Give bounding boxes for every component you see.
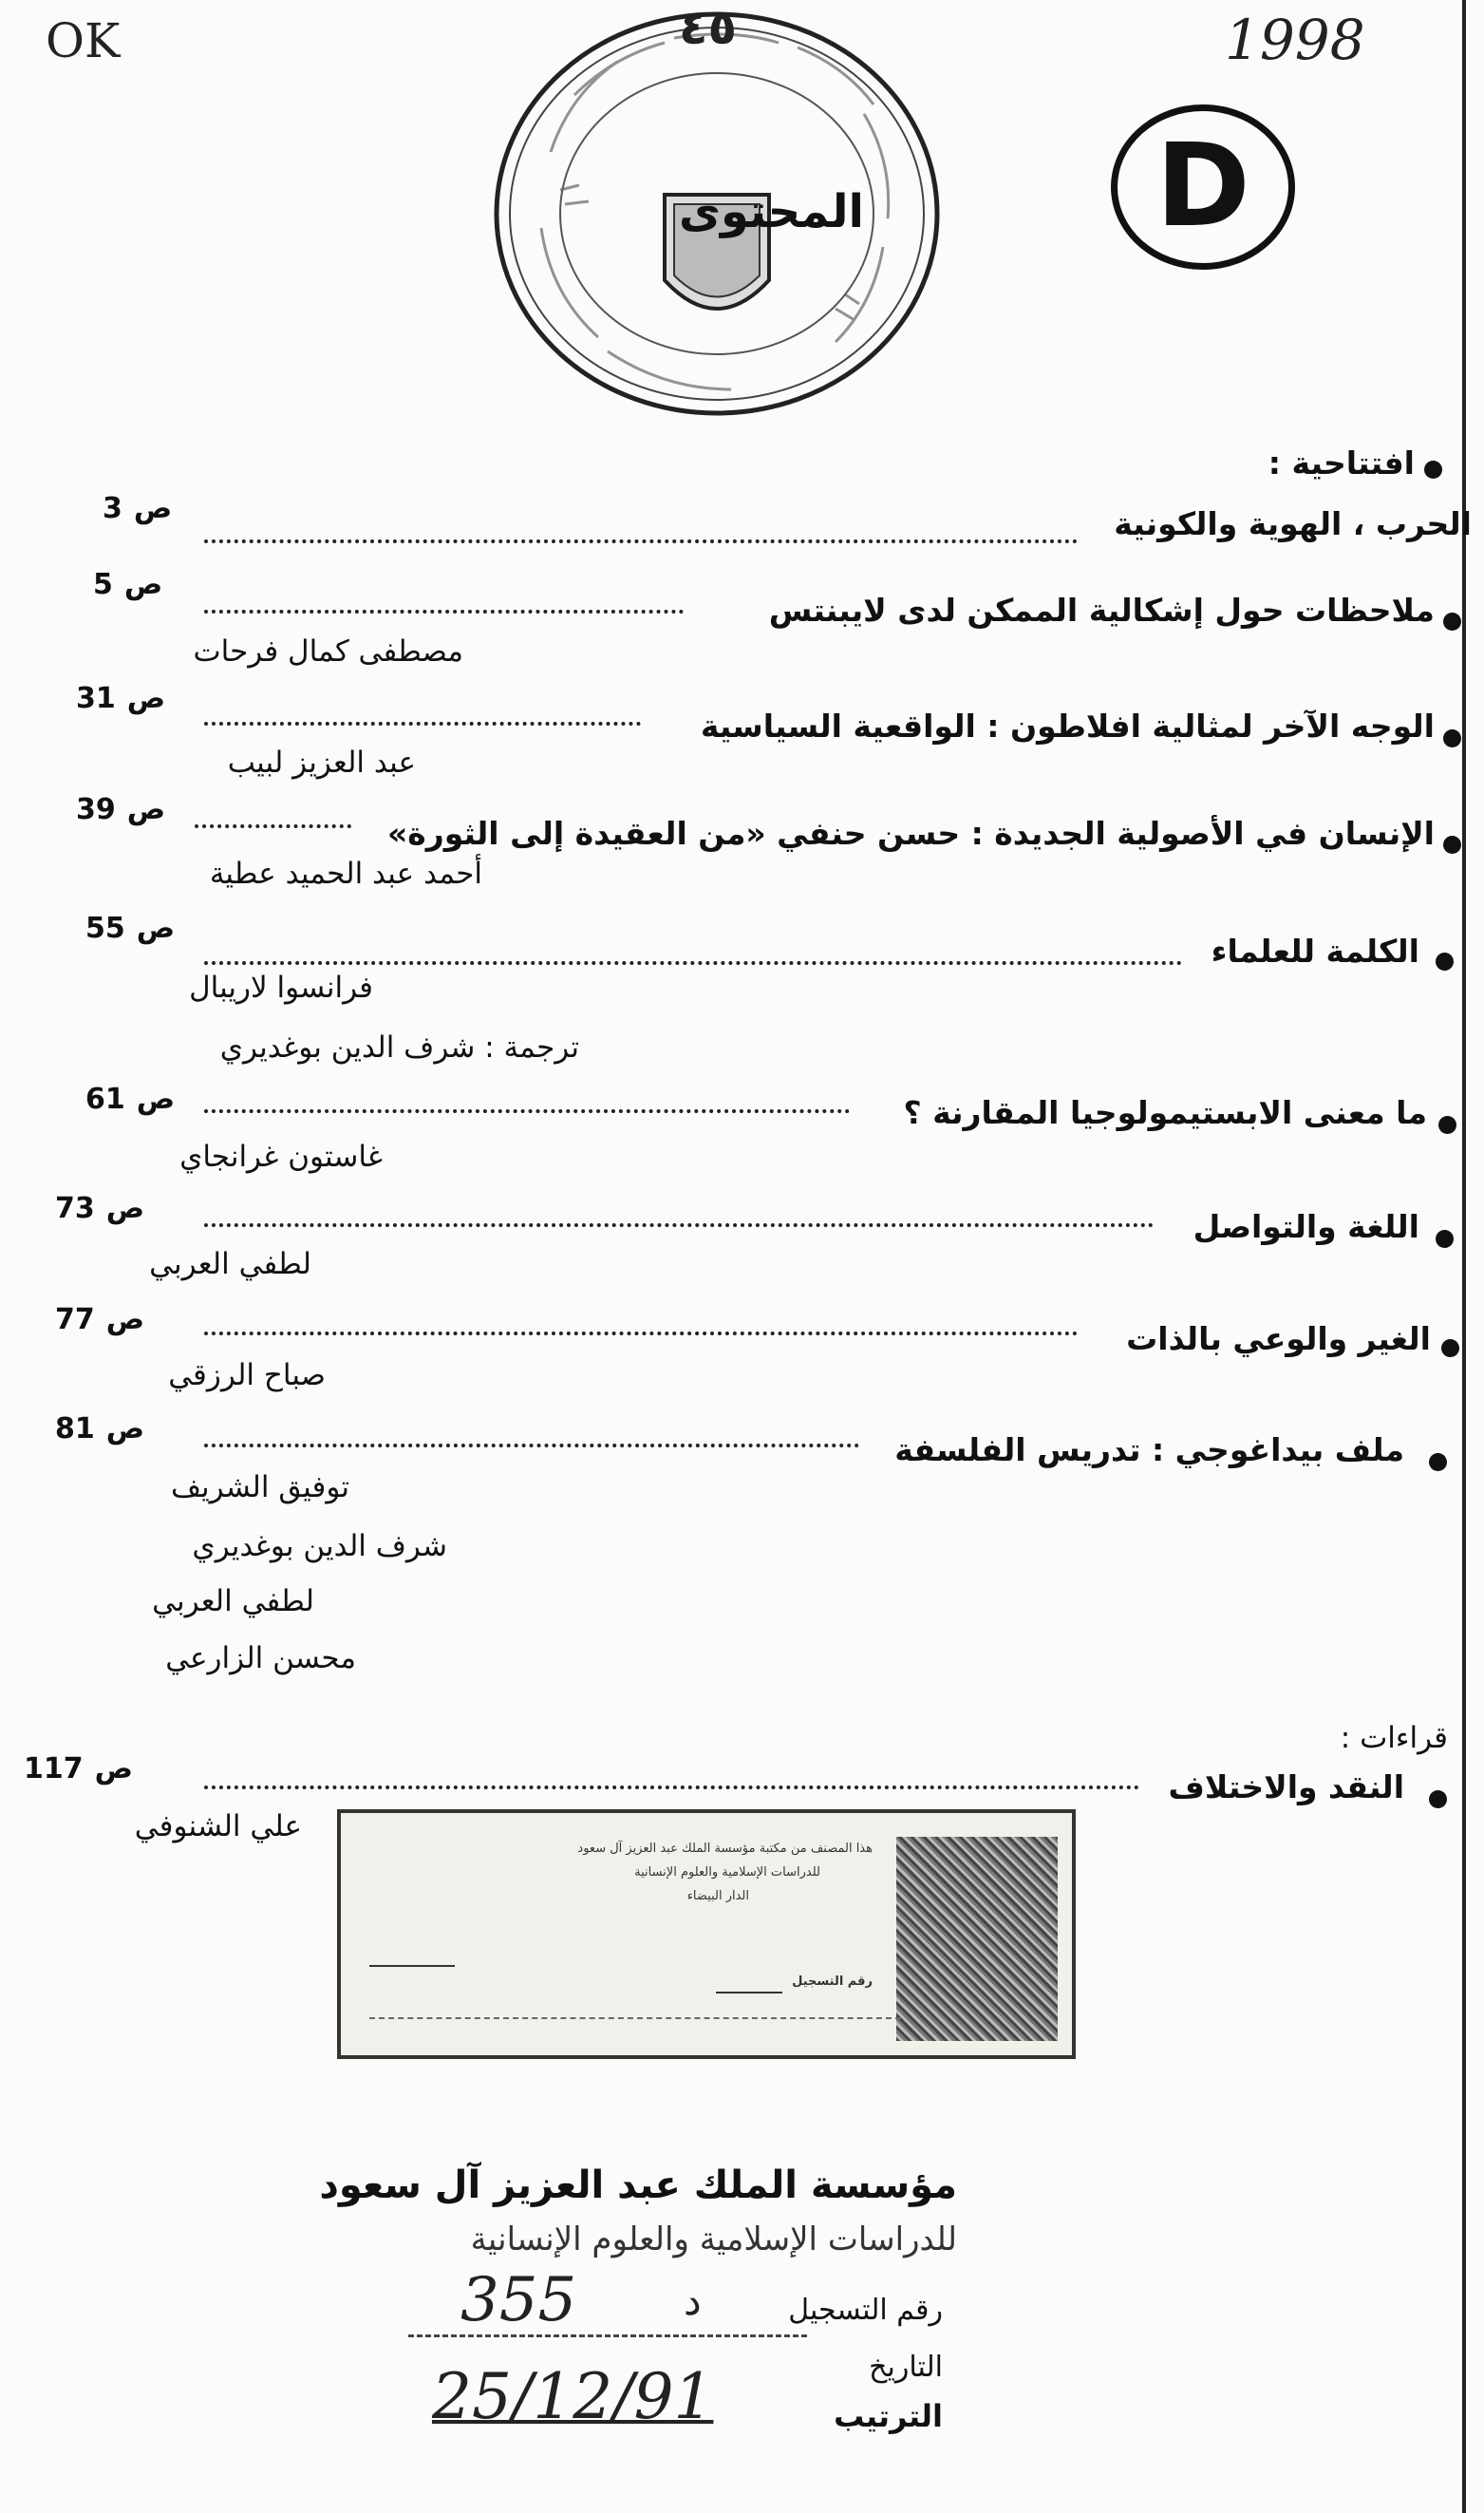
page-number: 81 [55, 1412, 95, 1445]
page-edge [1462, 0, 1466, 2513]
page-label: ص [94, 1752, 133, 1786]
slip-photo [896, 1837, 1058, 2041]
footer-reg-number: 355 [460, 2265, 577, 2335]
dot-leader [204, 961, 1182, 965]
circled-d-badge [1111, 104, 1295, 270]
section-readings-heading: قراءات : [1340, 1721, 1448, 1755]
toc-entry-title: ما معنى الابستيمولوجيا المقارنة ؟ [903, 1094, 1427, 1131]
toc-entry-page [24, 1752, 133, 1786]
toc-entry-author: مصطفى كمال فرحات [193, 634, 463, 669]
page-number: 61 [85, 1083, 125, 1116]
bullet [1438, 1116, 1456, 1134]
toc-entry-title: النقد والاختلاف [1168, 1768, 1404, 1805]
toc-entry-title: ملف بيداغوجي : تدريس الفلسفة [894, 1431, 1404, 1468]
page-number: 117 [24, 1752, 84, 1786]
dot-leader [204, 1332, 1078, 1335]
slip-line: للدراسات الإسلامية والعلوم الإنسانية [634, 1865, 820, 1880]
dot-leader [204, 610, 684, 614]
dot-leader [204, 1223, 1154, 1227]
bullet [1441, 1339, 1459, 1357]
dot-leader [204, 1444, 859, 1447]
slip-line-rule [369, 2017, 901, 2019]
page-label: ص [105, 1412, 145, 1445]
toc-entry-page [76, 793, 165, 826]
toc-entry-author: غاستون غرانجاي [179, 1140, 383, 1174]
dot-leader [204, 1786, 1139, 1789]
toc-entry-author: توفيق الشريف [170, 1470, 349, 1504]
bullet [1429, 1453, 1447, 1471]
toc-entry-page [93, 568, 162, 601]
page-number: 31 [76, 682, 116, 715]
footer-order-label: الترتيب [834, 2398, 943, 2434]
toc-entry-author: محسن الزارعي [165, 1641, 356, 1675]
page-label: ص [105, 1303, 145, 1336]
page-number: 39 [76, 793, 116, 826]
slip-line: هذا المصنف من مكتبة مؤسسة الملك عبد العزيز آل سعود [577, 1842, 873, 1856]
bullet [1424, 461, 1442, 479]
page-number: 73 [55, 1192, 95, 1225]
dot-leader [204, 1109, 850, 1113]
toc-entry-title: اللغة والتواصل [1193, 1208, 1419, 1245]
page-number: 77 [55, 1303, 95, 1336]
toc-entry-title: ملاحظات حول إشكالية الممكن لدى لايبنتس [768, 592, 1435, 629]
page-label: ص [133, 492, 173, 525]
footer-date-value: 25/12/91 [432, 2360, 714, 2433]
bullet [1443, 613, 1461, 631]
page-label: ص [105, 1192, 145, 1225]
page-label: ص [123, 568, 163, 601]
toc-entry-title: الحرب ، الهوية والكونية [1114, 505, 1472, 542]
footer-date-label: التاريخ [869, 2351, 943, 2384]
footer-reg-label: رقم التسجيل [788, 2294, 943, 2327]
toc-entry-author: لطفي العربي [149, 1247, 311, 1281]
slip-line-rule [716, 1992, 782, 1993]
toc-entry-page [55, 1303, 144, 1336]
page-number: 55 [85, 912, 125, 945]
footer-reg-underline [408, 2334, 807, 2337]
seal-title: المحتوى [679, 185, 864, 238]
toc-entry-title: الكلمة للعلماء [1211, 933, 1419, 970]
toc-entry-author: أحمد عبد الحميد عطية [209, 857, 482, 891]
footer-reg-code: د [684, 2277, 702, 2324]
bullet [1436, 1230, 1454, 1248]
slip-reg-label: رقم التسجيل [792, 1974, 873, 1989]
toc-entry-title: الغير والوعي بالذات [1126, 1320, 1431, 1357]
dot-leader [204, 539, 1078, 543]
toc-entry-author: ترجمة : شرف الدين بوغديري [219, 1030, 579, 1065]
toc-entry-title: الإنسان في الأصولية الجديدة : حسن حنفي «من العقيدة إلى الثورة» [386, 815, 1435, 852]
page-label: ص [126, 682, 166, 715]
page-label: ص [126, 793, 166, 826]
page-number: 5 [93, 568, 113, 601]
page-label: ص [136, 1083, 176, 1116]
toc-entry-page [85, 1083, 175, 1116]
toc-entry-page [55, 1192, 144, 1225]
toc-entry-author: عبد العزيز لبيب [227, 746, 416, 780]
seal-number: ٤٥ [679, 0, 738, 55]
dot-leader [204, 722, 641, 726]
slip-line: الدار البيضاء [686, 1889, 749, 1903]
circled-d-letter: D [1155, 121, 1250, 253]
bullet [1436, 953, 1454, 971]
library-slip [337, 1809, 1076, 2059]
toc-entry-author: فرانسوا لاريبال [189, 971, 373, 1005]
toc-entry-author: صباح الرزقي [168, 1358, 326, 1392]
toc-entry-page [85, 912, 175, 945]
page-number: 3 [103, 492, 122, 525]
toc-entry-page [76, 682, 165, 715]
dot-leader [195, 824, 351, 828]
toc-entry-page [55, 1412, 144, 1445]
footer-org-name: مؤسسة الملك عبد العزيز آل سعود [319, 2163, 957, 2207]
ok-mark: OK [46, 13, 121, 68]
toc-entry-author: علي الشنوفي [134, 1809, 302, 1843]
page-label: ص [136, 912, 176, 945]
slip-line-rule [369, 1965, 455, 1967]
footer-org-sub: للدراسات الإسلامية والعلوم الإنسانية [470, 2220, 957, 2258]
section-opening-heading: افتتاحية : [1268, 444, 1415, 482]
handwritten-year: 1998 [1225, 8, 1365, 72]
toc-entry-author: لطفي العربي [152, 1584, 314, 1618]
toc-entry-title: الوجه الآخر لمثالية افلاطون : الواقعية السياسية [700, 708, 1435, 745]
bullet [1443, 729, 1461, 747]
toc-entry-page [103, 492, 172, 525]
bullet [1429, 1790, 1447, 1808]
bullet [1443, 836, 1461, 854]
toc-entry-author: شرف الدين بوغديري [192, 1529, 447, 1563]
